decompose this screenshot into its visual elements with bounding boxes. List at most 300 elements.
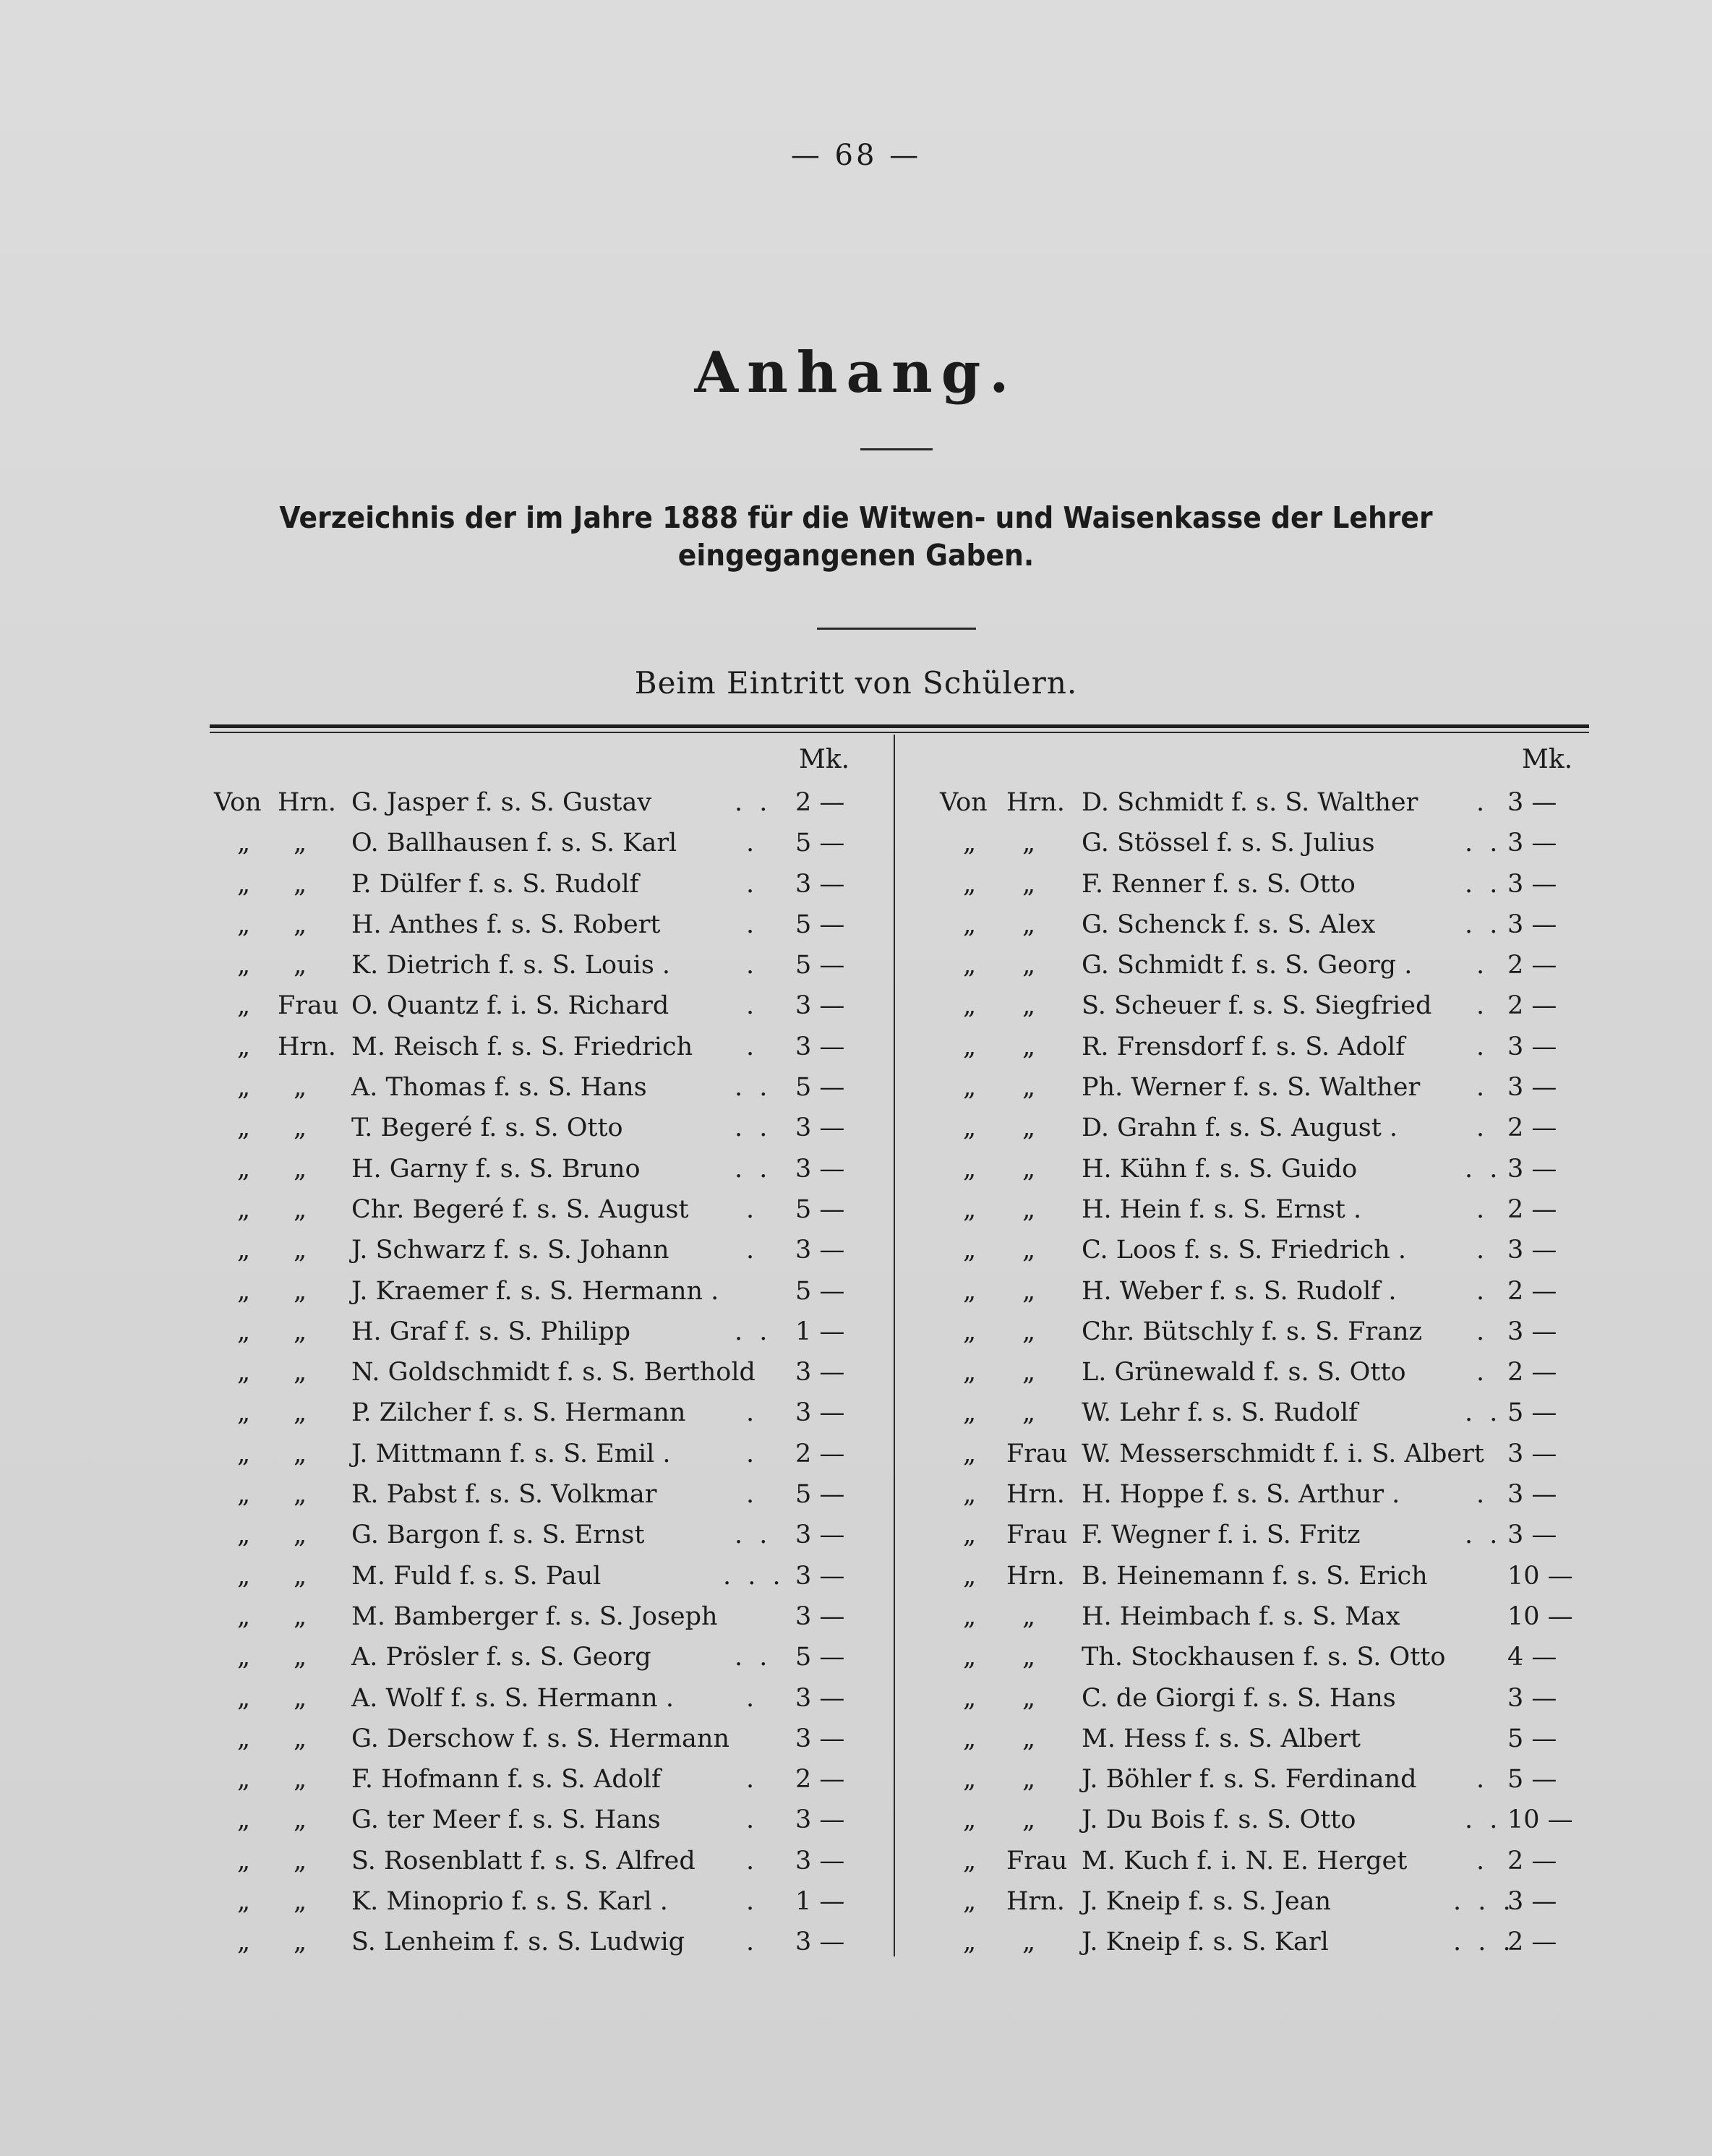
right-donor-name: Chr. Bütschly f. s. S. Franz	[1082, 1317, 1422, 1346]
left-amount: 1 —	[795, 1317, 845, 1346]
subtitle-line-2: eingegangenen Gaben.	[677, 538, 1035, 573]
right-leader-dots: .	[1476, 1358, 1489, 1387]
right-leader-dots: .	[1476, 1073, 1489, 1103]
table-row	[0, 1108, 1712, 1148]
right-leader-dots: .	[1476, 1032, 1489, 1061]
right-donor-name: Ph. Werner f. s. S. Walther	[1082, 1073, 1421, 1103]
right-amount: 3 —	[1507, 829, 1557, 858]
page-number: — 68 —	[790, 139, 922, 172]
left-prefix: „	[237, 1194, 251, 1224]
right-leader-dots: . .	[1465, 829, 1502, 858]
right-amount: 2 —	[1507, 991, 1557, 1021]
left-donor-name: K. Dietrich f. s. S. Louis .	[351, 951, 671, 980]
right-donor-name: D. Grahn f. s. S. August .	[1082, 1113, 1398, 1143]
left-title: „	[294, 1520, 307, 1550]
right-prefix: „	[963, 1032, 977, 1061]
left-amount: 3 —	[795, 1683, 845, 1713]
left-donor-name: P. Zilcher f. s. S. Hermann	[351, 1398, 686, 1428]
right-donor-name: D. Schmidt f. s. S. Walther	[1082, 788, 1418, 817]
left-donor-name: J. Kraemer f. s. S. Hermann .	[351, 1276, 719, 1306]
right-amount: 3 —	[1507, 1439, 1557, 1468]
left-prefix: „	[237, 1113, 251, 1143]
left-donor-name: Chr. Begeré f. s. S. August	[351, 1194, 689, 1224]
right-donor-name: M. Hess f. s. S. Albert	[1082, 1724, 1361, 1753]
left-amount: 5 —	[795, 951, 845, 980]
right-title: Frau	[1006, 1846, 1068, 1875]
right-amount: 2 —	[1507, 1846, 1557, 1875]
left-title: „	[294, 951, 307, 980]
left-donor-name: G. Derschow f. s. S. Hermann	[351, 1724, 729, 1753]
right-leader-dots: .	[1476, 1113, 1489, 1143]
table-row	[0, 1149, 1712, 1189]
right-title: „	[1022, 1154, 1036, 1184]
left-title: „	[294, 1073, 307, 1103]
right-prefix: „	[963, 1113, 977, 1143]
left-donor-name: H. Anthes f. s. S. Robert	[351, 910, 661, 939]
right-amount: 2 —	[1507, 1928, 1557, 1957]
left-amount: 5 —	[795, 1276, 845, 1306]
right-title: „	[1022, 1398, 1036, 1428]
left-prefix: „	[237, 1846, 251, 1875]
table-row	[0, 1800, 1712, 1840]
right-donor-name: J. Kneip f. s. S. Jean	[1082, 1887, 1331, 1917]
right-leader-dots: . . .	[1453, 1928, 1515, 1957]
left-donor-name: G. Jasper f. s. S. Gustav	[351, 788, 652, 817]
left-title: „	[294, 1805, 307, 1835]
right-amount: 10 —	[1507, 1561, 1573, 1591]
right-leader-dots: .	[1476, 1236, 1489, 1265]
right-prefix: „	[963, 1561, 977, 1591]
left-leader-dots: .	[746, 1194, 759, 1224]
right-prefix: „	[963, 1724, 977, 1753]
left-leader-dots: .	[746, 951, 759, 980]
left-donor-name: F. Hofmann f. s. S. Adolf	[351, 1765, 661, 1794]
right-title: „	[1022, 1276, 1036, 1306]
left-amount: 5 —	[795, 1073, 845, 1103]
left-leader-dots: .	[746, 1032, 759, 1061]
left-title: „	[294, 1113, 307, 1143]
right-donor-name: F. Renner f. s. S. Otto	[1082, 869, 1356, 899]
right-title: „	[1022, 1805, 1036, 1835]
right-donor-name: F. Wegner f. i. S. Fritz	[1082, 1520, 1361, 1550]
left-prefix: „	[237, 1317, 251, 1346]
right-prefix: „	[963, 1928, 977, 1957]
left-leader-dots: .	[746, 991, 759, 1021]
right-donor-name: G. Schmidt f. s. S. Georg .	[1082, 951, 1413, 980]
left-title: „	[294, 829, 307, 858]
table-row	[0, 1556, 1712, 1596]
left-donor-name: O. Ballhausen f. s. S. Karl	[351, 829, 677, 858]
left-prefix: „	[237, 991, 251, 1021]
right-title: „	[1022, 1032, 1036, 1061]
table-row	[0, 1596, 1712, 1637]
right-leader-dots: .	[1476, 991, 1489, 1021]
right-donor-name: C. de Giorgi f. s. S. Hans	[1082, 1683, 1396, 1713]
right-donor-name: H. Weber f. s. S. Rudolf .	[1082, 1276, 1397, 1306]
right-title: „	[1022, 1928, 1036, 1957]
left-amount: 3 —	[795, 991, 845, 1021]
left-prefix: „	[237, 1805, 251, 1835]
right-prefix: „	[963, 1439, 977, 1468]
left-donor-name: K. Minoprio f. s. S. Karl .	[351, 1887, 668, 1917]
right-title: „	[1022, 1765, 1036, 1794]
right-title: „	[1022, 1073, 1036, 1103]
left-leader-dots: . .	[735, 1520, 772, 1550]
left-leader-dots: . .	[735, 1317, 772, 1346]
left-amount: 5 —	[795, 829, 845, 858]
left-prefix: „	[237, 1439, 251, 1468]
left-amount: 3 —	[795, 1561, 845, 1591]
right-prefix: „	[963, 1601, 977, 1631]
right-donor-name: M. Kuch f. i. N. E. Herget	[1082, 1846, 1408, 1875]
left-amount: 3 —	[795, 1154, 845, 1184]
left-amount: 2 —	[795, 1439, 845, 1468]
right-amount: 2 —	[1507, 951, 1557, 980]
right-title: „	[1022, 951, 1036, 980]
right-donor-name: R. Frensdorf f. s. S. Adolf	[1082, 1032, 1405, 1061]
right-currency-header: Mk.	[1522, 745, 1573, 774]
table-row	[0, 1759, 1712, 1800]
right-title: Frau	[1006, 1520, 1068, 1550]
left-title: „	[294, 1601, 307, 1631]
right-donor-name: G. Schenck f. s. S. Alex	[1082, 910, 1376, 939]
table-row	[0, 1067, 1712, 1108]
left-prefix: „	[237, 1724, 251, 1753]
left-title: „	[294, 869, 307, 899]
right-title: „	[1022, 1358, 1036, 1387]
right-leader-dots: .	[1476, 1480, 1489, 1510]
left-title: „	[294, 1724, 307, 1753]
right-title: Frau	[1006, 1439, 1068, 1468]
right-amount: 3 —	[1507, 869, 1557, 899]
left-amount: 3 —	[795, 1601, 845, 1631]
left-prefix: „	[237, 1887, 251, 1917]
right-prefix: „	[963, 1887, 977, 1917]
left-amount: 2 —	[795, 788, 845, 817]
left-amount: 3 —	[795, 1236, 845, 1265]
left-title: „	[294, 1317, 307, 1346]
page-title: Anhang.	[694, 340, 1018, 406]
left-donor-name: M. Reisch f. s. S. Friedrich	[351, 1032, 693, 1061]
left-leader-dots: .	[746, 1480, 759, 1510]
left-amount: 3 —	[795, 1398, 845, 1428]
right-donor-name: W. Lehr f. s. S. Rudolf	[1082, 1398, 1358, 1428]
right-amount: 2 —	[1507, 1358, 1557, 1387]
right-prefix: „	[963, 1683, 977, 1713]
left-prefix: „	[237, 1520, 251, 1550]
table-row	[0, 1678, 1712, 1719]
right-title: „	[1022, 1643, 1036, 1672]
table-row	[0, 904, 1712, 945]
left-amount: 5 —	[795, 910, 845, 939]
title-rule	[860, 448, 933, 450]
right-leader-dots: . .	[1465, 1154, 1502, 1184]
right-title: „	[1022, 1236, 1036, 1265]
table-row	[0, 823, 1712, 863]
right-title: „	[1022, 1683, 1036, 1713]
left-prefix: „	[237, 1928, 251, 1957]
right-prefix: „	[963, 1317, 977, 1346]
right-amount: 4 —	[1507, 1643, 1557, 1672]
left-prefix: „	[237, 1032, 251, 1061]
left-leader-dots: .	[746, 910, 759, 939]
right-leader-dots: .	[1476, 1846, 1489, 1875]
right-amount: 5 —	[1507, 1765, 1557, 1794]
right-title: „	[1022, 1724, 1036, 1753]
left-donor-name: H. Graf f. s. S. Philipp	[351, 1317, 631, 1346]
left-prefix: „	[237, 829, 251, 858]
left-prefix: „	[237, 1601, 251, 1631]
right-amount: 3 —	[1507, 1480, 1557, 1510]
left-leader-dots: .	[746, 1439, 759, 1468]
left-donor-name: M. Fuld f. s. S. Paul	[351, 1561, 602, 1591]
right-amount: 10 —	[1507, 1601, 1573, 1631]
right-leader-dots: . . .	[1453, 1887, 1515, 1917]
right-title: „	[1022, 1317, 1036, 1346]
left-amount: 5 —	[795, 1480, 845, 1510]
right-leader-dots: . .	[1465, 869, 1502, 899]
right-amount: 3 —	[1507, 1520, 1557, 1550]
right-prefix: „	[963, 1154, 977, 1184]
right-amount: 2 —	[1507, 1113, 1557, 1143]
right-prefix: „	[963, 1073, 977, 1103]
right-prefix: „	[963, 1398, 977, 1428]
left-amount: 3 —	[795, 869, 845, 899]
right-amount: 5 —	[1507, 1724, 1557, 1753]
left-leader-dots: . .	[735, 1154, 772, 1184]
right-title: Hrn.	[1006, 788, 1065, 817]
table-row	[0, 1393, 1712, 1433]
right-donor-name: S. Scheuer f. s. S. Siegfried	[1082, 991, 1432, 1021]
right-prefix: „	[963, 1765, 977, 1794]
left-leader-dots: .	[746, 869, 759, 899]
right-amount: 3 —	[1507, 1236, 1557, 1265]
left-amount: 3 —	[795, 1805, 845, 1835]
right-donor-name: L. Grünewald f. s. S. Otto	[1082, 1358, 1406, 1387]
left-leader-dots: .	[746, 1805, 759, 1835]
left-prefix: „	[237, 1561, 251, 1591]
right-amount: 10 —	[1507, 1805, 1573, 1835]
right-prefix: „	[963, 1236, 977, 1265]
right-prefix: „	[963, 1358, 977, 1387]
left-title: Hrn.	[278, 1032, 336, 1061]
right-prefix: „	[963, 1520, 977, 1550]
left-amount: 1 —	[795, 1887, 845, 1917]
right-donor-name: J. Kneip f. s. S. Karl	[1082, 1928, 1329, 1957]
left-donor-name: A. Wolf f. s. S. Hermann .	[351, 1683, 674, 1713]
left-title: „	[294, 1928, 307, 1957]
left-prefix: Von	[214, 788, 262, 817]
table-top-rule	[210, 724, 1589, 728]
left-donor-name: S. Rosenblatt f. s. S. Alfred	[351, 1846, 696, 1875]
right-donor-name: H. Kühn f. s. S. Guido	[1082, 1154, 1358, 1184]
left-donor-name: G. ter Meer f. s. S. Hans	[351, 1805, 661, 1835]
left-leader-dots: . .	[735, 1643, 772, 1672]
left-donor-name: S. Lenheim f. s. S. Ludwig	[351, 1928, 685, 1957]
right-prefix: „	[963, 910, 977, 939]
left-donor-name: A. Prösler f. s. S. Georg	[351, 1643, 651, 1672]
right-prefix: „	[963, 1846, 977, 1875]
left-title: „	[294, 1887, 307, 1917]
table-top-rule-thin	[210, 732, 1589, 733]
left-prefix: „	[237, 1154, 251, 1184]
left-title: Frau	[278, 991, 339, 1021]
left-title: „	[294, 1358, 307, 1387]
right-prefix: „	[963, 829, 977, 858]
left-prefix: „	[237, 1073, 251, 1103]
right-title: „	[1022, 1113, 1036, 1143]
table-row	[0, 1515, 1712, 1555]
left-leader-dots: .	[746, 1398, 759, 1428]
left-donor-name: J. Mittmann f. s. S. Emil .	[351, 1439, 671, 1468]
right-amount: 3 —	[1507, 1887, 1557, 1917]
right-leader-dots: . .	[1465, 1398, 1502, 1428]
table-row	[0, 985, 1712, 1026]
left-title: „	[294, 1765, 307, 1794]
right-leader-dots: .	[1476, 951, 1489, 980]
subtitle-rule	[817, 628, 976, 630]
left-leader-dots: .	[746, 1236, 759, 1265]
right-prefix: „	[963, 951, 977, 980]
right-amount: 3 —	[1507, 1032, 1557, 1061]
table-row	[0, 1922, 1712, 1962]
table-row	[0, 1027, 1712, 1067]
left-amount: 3 —	[795, 1358, 845, 1387]
table-row	[0, 945, 1712, 985]
left-amount: 3 —	[795, 1113, 845, 1143]
left-prefix: „	[237, 1683, 251, 1713]
left-donor-name: O. Quantz f. i. S. Richard	[351, 991, 669, 1021]
left-amount: 3 —	[795, 1520, 845, 1550]
table-row	[0, 1271, 1712, 1312]
left-leader-dots: .	[746, 1846, 759, 1875]
right-amount: 3 —	[1507, 788, 1557, 817]
right-leader-dots: . .	[1465, 1520, 1502, 1550]
left-prefix: „	[237, 869, 251, 899]
right-amount: 5 —	[1507, 1398, 1557, 1428]
left-leader-dots: . .	[735, 1073, 772, 1103]
right-donor-name: H. Hein f. s. S. Ernst .	[1082, 1194, 1362, 1224]
left-amount: 3 —	[795, 1928, 845, 1957]
right-leader-dots: .	[1476, 1765, 1489, 1794]
left-title: Hrn.	[278, 788, 336, 817]
left-donor-name: R. Pabst f. s. S. Volkmar	[351, 1480, 657, 1510]
left-prefix: „	[237, 1236, 251, 1265]
right-amount: 3 —	[1507, 1154, 1557, 1184]
left-title: „	[294, 1480, 307, 1510]
left-title: „	[294, 1236, 307, 1265]
right-leader-dots: . .	[1465, 1805, 1502, 1835]
right-title: Hrn.	[1006, 1561, 1065, 1591]
left-amount: 3 —	[795, 1724, 845, 1753]
table-row	[0, 1474, 1712, 1515]
right-leader-dots: .	[1476, 1194, 1489, 1224]
left-title: „	[294, 1398, 307, 1428]
left-title: „	[294, 1154, 307, 1184]
table-row	[0, 1189, 1712, 1230]
left-amount: 2 —	[795, 1765, 845, 1794]
table-row	[0, 864, 1712, 904]
table-row	[0, 1230, 1712, 1270]
table-row	[0, 1352, 1712, 1393]
left-donor-name: G. Bargon f. s. S. Ernst	[351, 1520, 645, 1550]
right-amount: 2 —	[1507, 1276, 1557, 1306]
section-heading: Beim Eintritt von Schülern.	[634, 665, 1078, 701]
table-row	[0, 1637, 1712, 1677]
left-currency-header: Mk.	[799, 745, 850, 774]
right-prefix: Von	[940, 788, 988, 817]
left-amount: 5 —	[795, 1194, 845, 1224]
left-donor-name: J. Schwarz f. s. S. Johann	[351, 1236, 669, 1265]
right-prefix: „	[963, 1480, 977, 1510]
left-leader-dots: .	[746, 1683, 759, 1713]
left-donor-name: T. Begeré f. s. S. Otto	[351, 1113, 623, 1143]
table-row	[0, 1434, 1712, 1474]
table-row	[0, 782, 1712, 823]
right-title: „	[1022, 991, 1036, 1021]
right-title: „	[1022, 910, 1036, 939]
left-prefix: „	[237, 951, 251, 980]
donation-table	[0, 782, 1712, 1963]
table-row	[0, 1841, 1712, 1881]
left-title: „	[294, 1561, 307, 1591]
left-prefix: „	[237, 1643, 251, 1672]
left-leader-dots: .	[746, 1887, 759, 1917]
right-amount: 3 —	[1507, 910, 1557, 939]
right-title: Hrn.	[1006, 1480, 1065, 1510]
left-donor-name: M. Bamberger f. s. S. Joseph	[351, 1601, 718, 1631]
left-title: „	[294, 1683, 307, 1713]
right-donor-name: G. Stössel f. s. S. Julius	[1082, 829, 1375, 858]
left-title: „	[294, 1846, 307, 1875]
left-leader-dots: .	[746, 1765, 759, 1794]
right-amount: 3 —	[1507, 1317, 1557, 1346]
right-prefix: „	[963, 1643, 977, 1672]
right-title: „	[1022, 1601, 1036, 1631]
left-prefix: „	[237, 1765, 251, 1794]
right-title: „	[1022, 829, 1036, 858]
table-row	[0, 1719, 1712, 1759]
right-amount: 3 —	[1507, 1683, 1557, 1713]
right-leader-dots: .	[1476, 1317, 1489, 1346]
left-leader-dots: .	[746, 1928, 759, 1957]
right-prefix: „	[963, 1805, 977, 1835]
left-leader-dots: .	[746, 829, 759, 858]
right-title: „	[1022, 1194, 1036, 1224]
right-title: „	[1022, 869, 1036, 899]
right-leader-dots: . .	[1465, 910, 1502, 939]
right-donor-name: H. Heimbach f. s. S. Max	[1082, 1601, 1400, 1631]
left-title: „	[294, 1643, 307, 1672]
table-row	[0, 1312, 1712, 1352]
left-prefix: „	[237, 1398, 251, 1428]
left-donor-name: A. Thomas f. s. S. Hans	[351, 1073, 647, 1103]
left-donor-name: P. Dülfer f. s. S. Rudolf	[351, 869, 639, 899]
right-leader-dots: .	[1476, 1276, 1489, 1306]
right-donor-name: C. Loos f. s. S. Friedrich .	[1082, 1236, 1407, 1265]
right-donor-name: W. Messerschmidt f. i. S. Albert	[1082, 1439, 1484, 1468]
left-leader-dots: . .	[735, 788, 772, 817]
document-subtitle	[268, 499, 1444, 574]
left-amount: 3 —	[795, 1032, 845, 1061]
right-prefix: „	[963, 1276, 977, 1306]
right-leader-dots: .	[1476, 788, 1489, 817]
right-donor-name: H. Hoppe f. s. S. Arthur .	[1082, 1480, 1400, 1510]
table-row	[0, 1881, 1712, 1922]
left-leader-dots: . .	[735, 1113, 772, 1143]
left-prefix: „	[237, 1358, 251, 1387]
left-title: „	[294, 1439, 307, 1468]
